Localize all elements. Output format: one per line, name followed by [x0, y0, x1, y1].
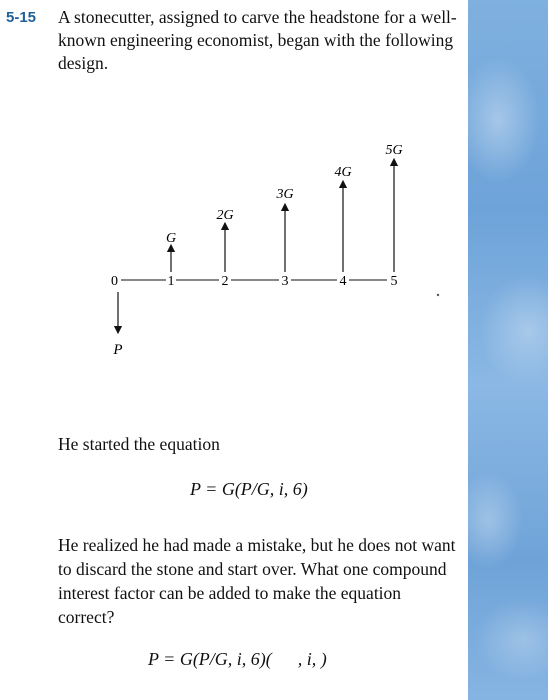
equation-corrected-right: , i, )	[297, 649, 327, 669]
period-2: 2	[221, 274, 229, 289]
period-4: 4	[339, 274, 347, 289]
gradient-label-4: 4G	[334, 165, 352, 180]
gradient-label-2: 2G	[216, 208, 234, 223]
period-5: 5	[390, 274, 398, 289]
paragraph-started: He started the equation	[58, 434, 220, 454]
equation-started: P = G(P/G, i, 6)	[190, 479, 308, 499]
gradient-label-1: G	[165, 231, 177, 246]
equation-corrected-left: P = G(P/G, i, 6)(	[148, 649, 272, 669]
gradient-label-3: 3G	[276, 187, 294, 202]
gradient-label-5: 5G	[385, 143, 403, 158]
problem-statement: A stonecutter, assigned to carve the headstone for a well-known engineering economist, began with the following design.	[58, 7, 457, 73]
problem-number: 5-15	[6, 9, 37, 26]
decorative-side-strip	[468, 0, 548, 700]
period-3: 3	[281, 274, 289, 289]
equation-corrected	[148, 649, 327, 670]
stray-dot	[437, 294, 439, 296]
paragraph-mistake: He realized he had made a mistake, but he does not want to discard the stone and start over. What one compound interest factor can be added to make the equation correct?	[58, 535, 456, 627]
period-0: 0	[111, 274, 118, 289]
present-value-label: P	[113, 342, 123, 358]
period-1: 1	[167, 274, 175, 289]
